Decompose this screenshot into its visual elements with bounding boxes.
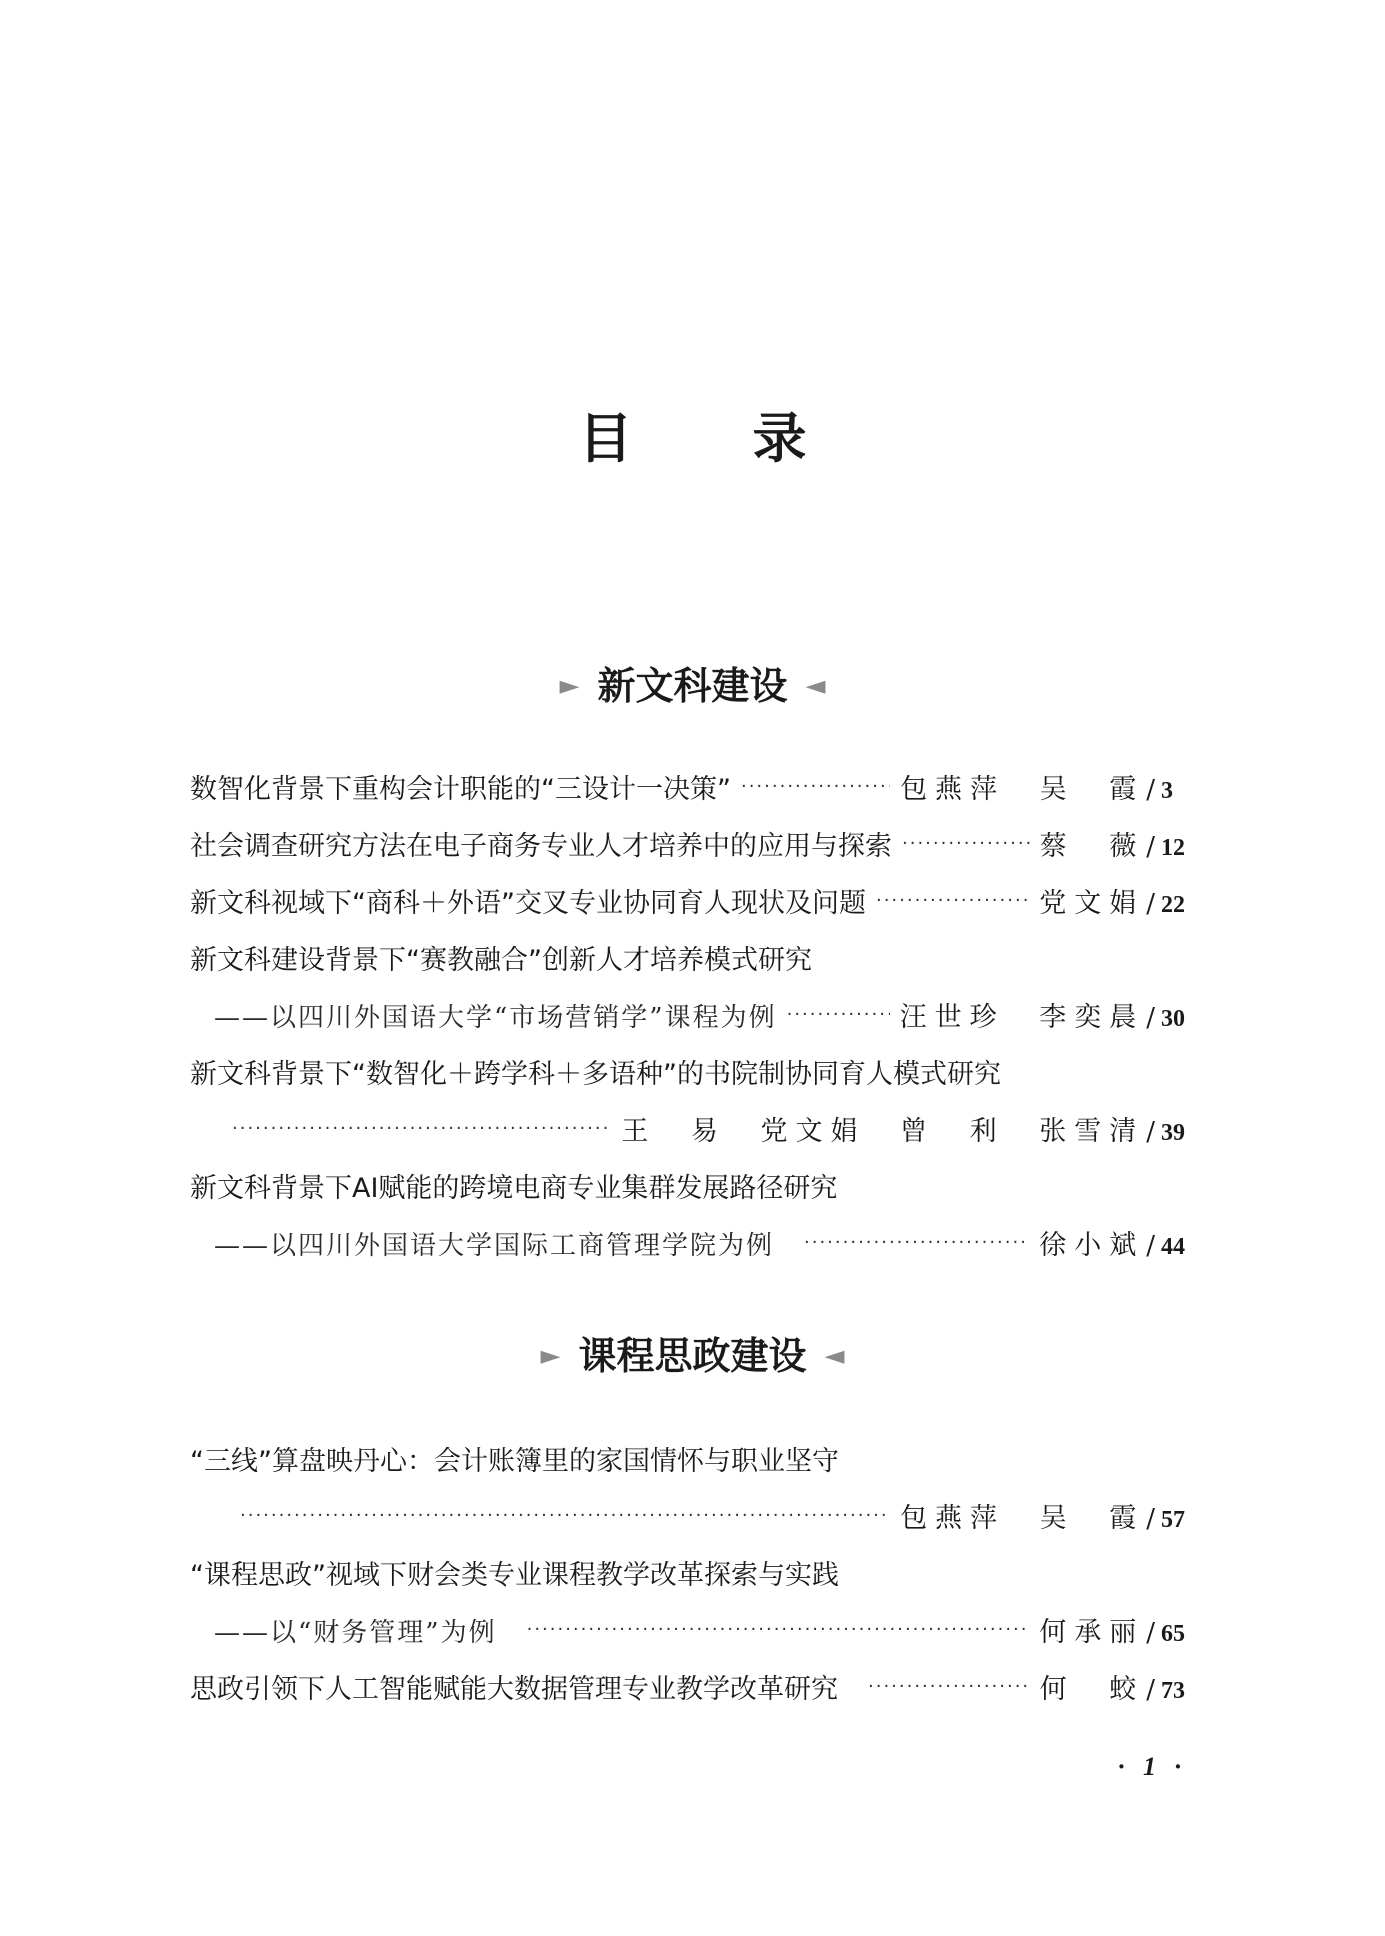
page-number: · 1 ·	[1118, 1752, 1187, 1781]
entry-authors: 何 蛟	[1039, 1674, 1145, 1705]
entry-title: 新文科背景下“数智化＋跨学科＋多语种”的书院制协同育人模式研究	[190, 1059, 1001, 1090]
separator: /	[1146, 1231, 1155, 1261]
toc-entry[interactable]	[190, 1055, 1193, 1095]
entry-page: 39	[1161, 1120, 1185, 1146]
toc-entry[interactable]	[190, 827, 1193, 867]
separator: /	[1146, 1117, 1155, 1147]
separator: /	[1146, 1504, 1155, 1534]
entry-page: 30	[1161, 1006, 1185, 1032]
entry-subtitle: ——以四川外国语大学“市场营销学”课程为例	[214, 1003, 777, 1033]
entry-page: 65	[1161, 1621, 1185, 1647]
dot-leader	[741, 767, 890, 807]
separator: /	[1146, 1618, 1155, 1648]
entry-title: “课程思政”视域下财会类专业课程教学改革探索与实践	[190, 1560, 839, 1591]
entry-authors: 党文娟	[1039, 888, 1145, 919]
entry-subtitle: ——以“财务管理”为例	[214, 1618, 497, 1648]
entry-authors: 王 易 党文娟 曾 利 张雪清	[621, 1116, 1145, 1147]
dot-leader	[902, 824, 1030, 864]
entry-authors: 汪世珍 李奕晨	[899, 1002, 1145, 1033]
separator: /	[1146, 1675, 1155, 1705]
entry-authors: 徐小斌	[1039, 1230, 1145, 1261]
page-title: 目录	[578, 407, 927, 470]
entry-page: 22	[1161, 892, 1185, 918]
section-header-ideological-courses	[0, 1331, 1385, 1385]
right-triangle-icon: ►	[540, 1340, 561, 1371]
entry-subtitle: ——以四川外国语大学国际工商管理学院为例	[214, 1231, 775, 1261]
entry-title: 数智化背景下重构会计职能的“三设计一决策”	[190, 774, 731, 805]
toc-entry[interactable]	[190, 1670, 1193, 1710]
dot-leader	[240, 1496, 890, 1536]
section-header-new-liberal-arts	[0, 661, 1385, 715]
left-triangle-icon: ◄	[824, 1340, 845, 1371]
section-heading: 新文科建设	[597, 663, 788, 708]
dot-leader	[868, 1667, 1030, 1707]
entry-page: 57	[1161, 1507, 1185, 1533]
entry-title: “三线”算盘映丹心：会计账簿里的家国情怀与职业坚守	[190, 1446, 839, 1477]
separator: /	[1146, 775, 1155, 805]
entry-title: 新文科建设背景下“赛教融合”创新人才培养模式研究	[190, 945, 812, 976]
toc-entry[interactable]	[190, 770, 1193, 810]
dot-leader	[804, 1223, 1029, 1263]
entry-page: 73	[1161, 1678, 1185, 1704]
entry-page: 12	[1161, 835, 1185, 861]
entry-page: 3	[1161, 778, 1173, 804]
separator: /	[1146, 1003, 1155, 1033]
entry-title: 社会调查研究方法在电子商务专业人才培养中的应用与探索	[190, 831, 892, 862]
entry-title: 新文科背景下AI赋能的跨境电商专业集群发展路径研究	[190, 1173, 838, 1204]
entry-title: 思政引领下人工智能赋能大数据管理专业教学改革研究	[190, 1674, 838, 1705]
entry-authors: 包燕萍 吴 霞	[900, 1503, 1145, 1534]
left-triangle-icon: ◄	[805, 670, 826, 701]
dot-leader	[787, 995, 890, 1035]
toc-entry-continued[interactable]	[240, 1499, 1193, 1539]
toc-entry[interactable]	[190, 884, 1193, 924]
dot-leader	[527, 1610, 1030, 1650]
entry-page: 44	[1161, 1234, 1185, 1260]
toc-entry[interactable]	[190, 1442, 1193, 1482]
dot-leader	[876, 881, 1029, 921]
entry-title: 新文科视域下“商科＋外语”交叉专业协同育人现状及问题	[190, 888, 866, 919]
toc-entry-continued[interactable]	[232, 1112, 1193, 1152]
entry-authors: 包燕萍 吴 霞	[900, 774, 1145, 805]
entry-authors: 何承丽	[1039, 1617, 1145, 1648]
toc-entry-continued[interactable]	[214, 1226, 1193, 1266]
toc-entry[interactable]	[190, 1169, 1193, 1209]
entry-authors: 蔡 薇	[1039, 831, 1145, 862]
separator: /	[1146, 832, 1155, 862]
toc-entry-continued[interactable]	[214, 1613, 1193, 1653]
dot-leader	[232, 1109, 611, 1149]
separator: /	[1146, 889, 1155, 919]
toc-entry[interactable]	[190, 1556, 1193, 1596]
right-triangle-icon: ►	[559, 670, 580, 701]
section-heading: 课程思政建设	[578, 1333, 807, 1378]
toc-entry[interactable]	[190, 941, 1193, 981]
toc-entry-continued[interactable]	[214, 998, 1193, 1038]
